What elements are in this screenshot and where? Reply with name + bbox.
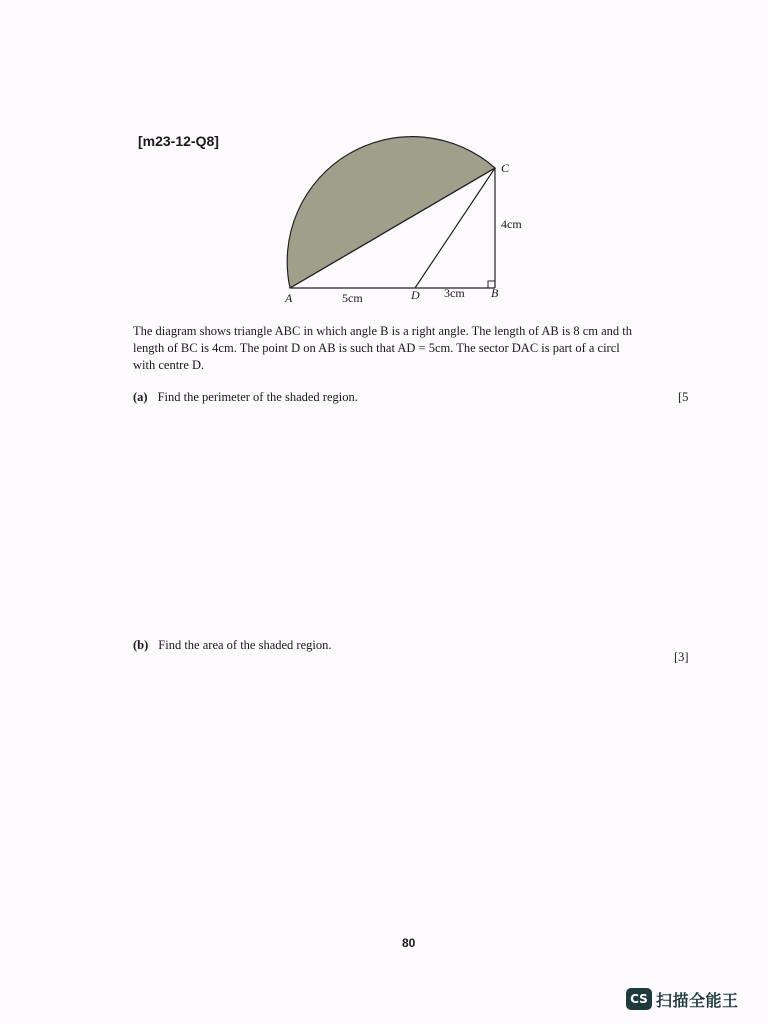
geometry-diagram <box>270 140 540 310</box>
paragraph-line-2: length of BC is 4cm. The point D on AB is such that AD = 5cm. The sector DAC is part of a circl <box>133 341 620 355</box>
question-code: [m23-12-Q8] <box>138 133 219 149</box>
label-bc-length: 4cm <box>501 217 522 231</box>
part-a-marks: [5 <box>678 390 689 404</box>
part-a-label: (a) <box>133 390 148 404</box>
paragraph-line-3: with centre D. <box>133 358 205 372</box>
label-point-c: C <box>501 161 510 175</box>
part-a-text: Find the perimeter of the shaded region. <box>157 390 358 404</box>
question-paragraph <box>133 323 689 374</box>
part-a-question <box>133 390 358 405</box>
label-point-d: D <box>411 288 420 302</box>
part-b-question <box>133 638 332 653</box>
scanner-watermark <box>626 988 739 1010</box>
part-b-label: (b) <box>133 638 149 652</box>
label-point-a: A <box>285 291 293 305</box>
paragraph-line-1: The diagram shows triangle ABC in which angle B is a right angle. The length of AB is 8 cm and th <box>133 324 632 338</box>
part-b-text: Find the area of the shaded region. <box>158 638 332 652</box>
cs-logo-icon: CS <box>626 988 652 1010</box>
scanner-logo-text: 扫描全能王 <box>656 990 739 1010</box>
label-point-b: B <box>491 286 499 300</box>
label-ad-length: 5cm <box>342 291 363 305</box>
page-number: 80 <box>402 936 416 950</box>
part-b-marks: [3] <box>674 650 689 664</box>
label-db-length: 3cm <box>444 286 465 300</box>
shaded-segment <box>287 137 495 288</box>
